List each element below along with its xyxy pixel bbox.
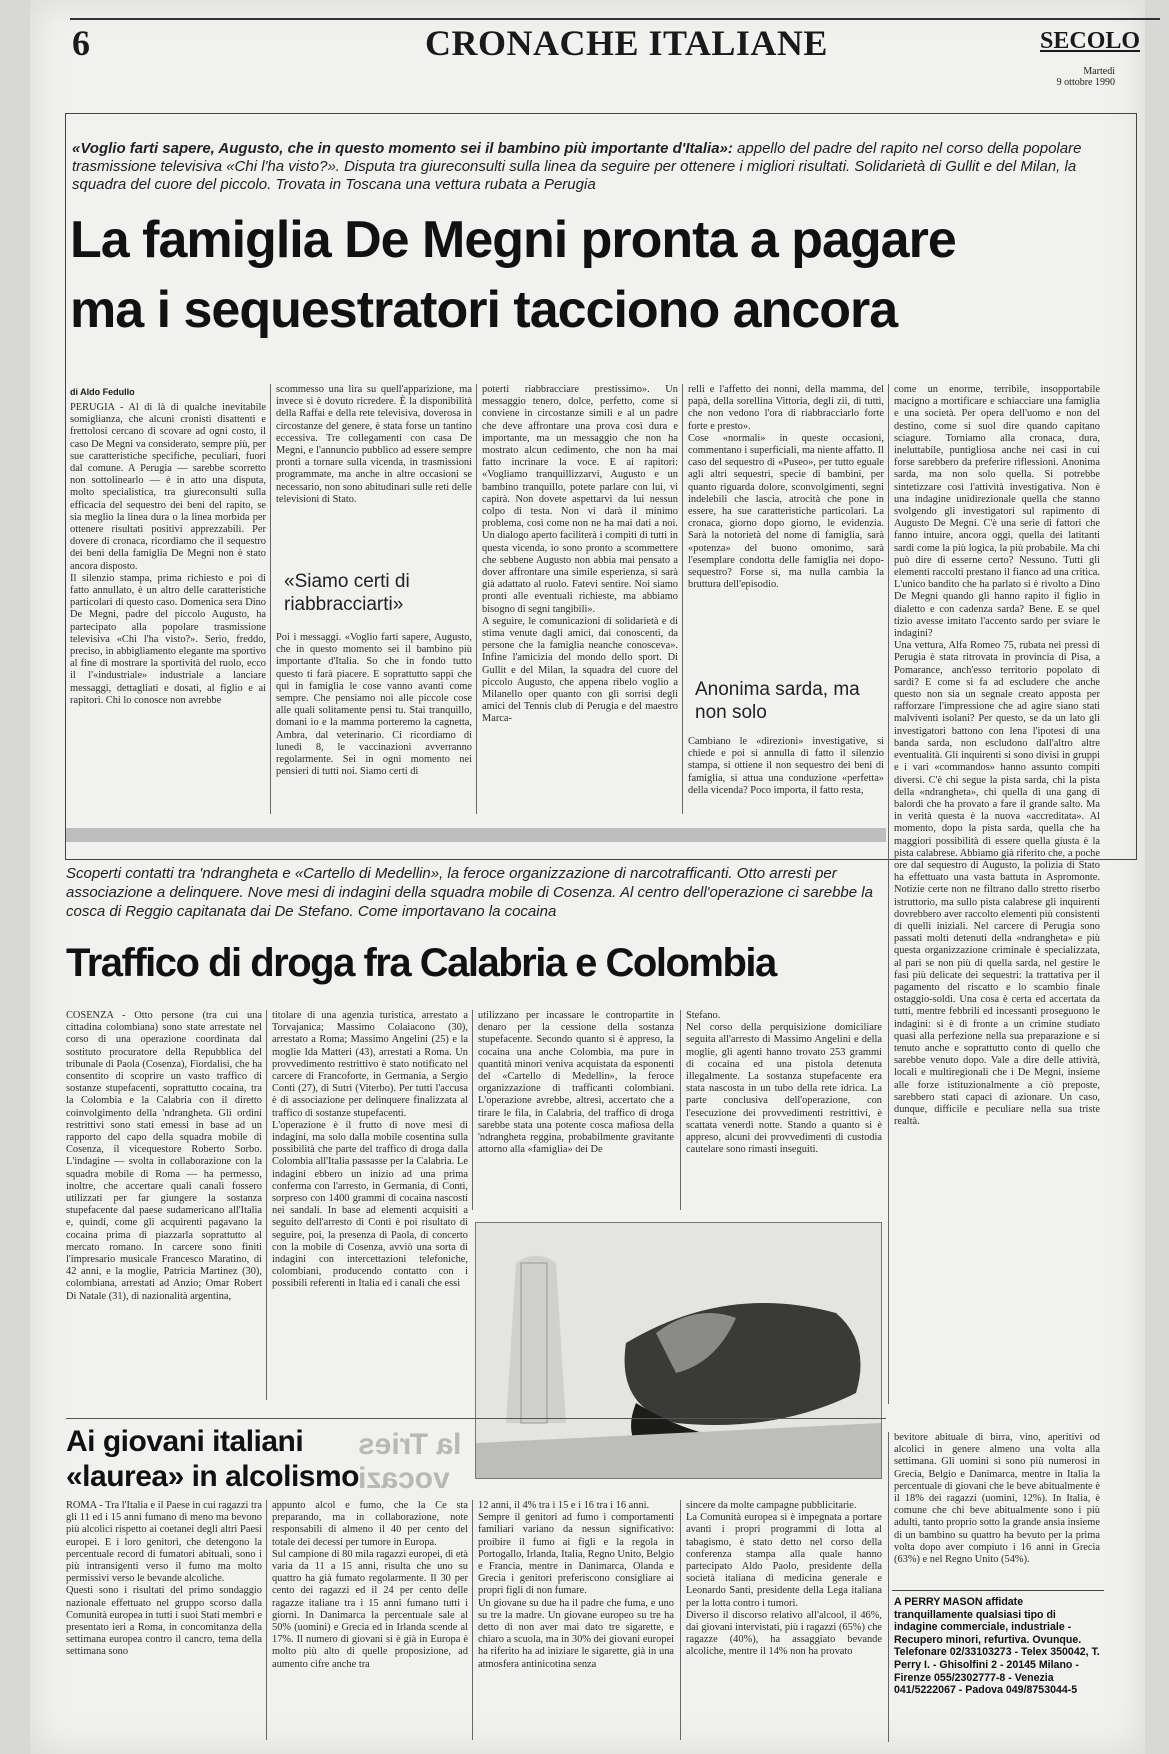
story3-column-4: sincere da molte campagne pubblicitarie. La Comunità europea si è impegnata a portare avanti i propri programmi di lotta al tabagismo, è stato detto nel corso della conferenza stampa alla quale hanno partecipato Aldo Paolo, presidente della società italiana di medicina generale e Leonardo Santi, presidente della Lega italiana per la lotta contro i tumori. Diverso il discorso relativo all'alcool, il 46%, dai giovani intervistati, più i ragazzi (65%) che ragazze (40%), ha assaggiato bevande alcoliche, mentre il 14% non ha provato (686, 1500, 882, 1658)
story1-column-4b: Cambiano le «direzioni» investigative, si chiede e poi si annulla di fatto il silenzio stampa, si ottiene il non sequestro dei beni di famiglia, si attua una conduzione «perfetta» della vicenda? Poco importa, il fatto resta, (688, 736, 884, 796)
story1-headline-line1: La famiglia De Megni pronta a pagare (70, 211, 956, 269)
story3-headline-line2: «laurea» in alcolismo (66, 1460, 359, 1493)
perry-mason-ad: A PERRY MASON affidate tranquillamente qualsiasi tipo di indagine commerciale, industriale - Recupero minori, refurtiva. Ovunque. Telefonare 02/33103273 - Telex 350042, T. Perry I. - Ghisolfini 2 - 20145 Milano - Firenze 055/2302777-8 - Venezia 041/5222067 - Padova 049/8753044-5 (894, 1596, 1100, 1697)
photo-bleed-text: la Tries (358, 1428, 462, 1461)
newspaper-logo: SECOLO (1040, 28, 1141, 54)
column-divider (680, 1010, 681, 1210)
newspaper-page (30, 0, 1145, 1754)
story1-subhead-1: «Siamo certi di riabbracciarti» (284, 571, 410, 615)
story3-column-5: bevitore abituale di birra, vino, aperitivi od alcolici in genere almeno una volta alla settimana. Gli uomini si sono più numerosi in Grecia, Belgio e Danimarca, mentre in Italia la percentuale di giovani che le beve abitualmente è il 18% dei ragazzi (uomini, 12%). In Italia, è comune che chi beve abitualmente sono i più adulti, tanto proprio sotto la grande ansia insieme di un bambino su quattro ha bevuto per la prima volta dopo aver compiuto i 16 anni in Grecia (63%) e nel Regno Unito (54%). (894, 1432, 1100, 1566)
story3-column-3: 12 anni, il 4% tra i 15 e i 16 tra i 16 anni. Sempre il genitori ad fumo i comportamenti familiari variano da nessun significativo: proibire il fumo ai figli e la regola in Portogallo, Irlanda, Italia, Regno Unito, Belgio e Francia, mentre in Danimarca, Olanda e Grecia i genitori preferiscono consigliare ai propri figli di non fumare. Un giovane su due ha il padre che fuma, e uno su tre la madre. Un giovane europeo su tre ha detto di non aver mai dato tre sigarette, e chiaro a scuola, ma in 30% dei giovani europei ha riferito ha ad iniziare le sigarette, già in una atmosfera antinicotina senza (478, 1500, 674, 1670)
story3-headline-line1: Ai giovani italiani (66, 1425, 304, 1458)
column-divider (266, 1010, 267, 1400)
story1-kicker: «Voglio farti sapere, Augusto, che in questo momento sei il bambino più importante d'Italia»: appello del padre del rapito nel corso della popolare trasmissione televisiva «Chi l'ha visto?». Disputa tra giureconsulti sulla linea da seguire per ottenere i migliori risultati. Solidarietà di Gullit e del Milan, la squadra del cuore del piccolo. Trovata in Toscana una vettura rubata a Perugia (72, 140, 1082, 193)
story2-kicker: Scoperti contatti tra 'ndrangheta e «Cartello di Medellin», la feroce organizzazione di narcotrafficanti. Otto arresti per associazione a delinquere. Nove mesi di indagini della squadra mobile di Cosenza. Al centro dell'operazione ci sarebbe la cosca di Reggio capitanata dai De Stefano. Come importavano la cocaina (66, 865, 873, 920)
story2-column-1: COSENZA - Otto persone (tra cui una cittadina colombiana) sono state arrestate nel corso di una operazione coordinata dal sostituto procuratore della Repubblica del tribunale di Paola (Cosenza), Fiordalisi, che ha consentito di scoprire un vasto traffico di sostanze stupefacenti, soprattutto cocaina, tra la Colombia e la Calabria con il diretto coinvolgimento della 'ndrangheta. Gli ordini restrittivi sono stati emessi in base ad un rapporto del capo della squadra mobile di Cosenza, il vicequestore Roberto Sorbo. L'indagine — svolta in collaborazione con la squadra mobile di Roma — ha permesso, inoltre, che accertare quali canali fossero utilizzati per far giungere la sostanza stupefacente dal paese sudamericano all'Italia e, quindi, come gli acquirenti pagavano la cocaina prima di piazzarla soprattutto al mercato romano. In carcere sono finiti l'impresario musicale Francesco Maratino, di 42 anni, e la moglie, Patricia Martinez (30), colombiana, arrestati ad Anzio; Omar Robert Di Natale (31), di nazionalità argentina, (66, 1010, 262, 1302)
story2-column-2: titolare di una agenzia turistica, arrestato a Torvajanica; Massimo Colaiacono (30), arrestato a Roma; Massimo Angelini (25) e la moglie Ida Matteri (43), arrestati a Roma. Un provvedimento restrittivo è stato notificato nel carcere di Francoforte, in Germania, a Sergio Conti (27), di Sutri (Viterbo). Per tutti l'accusa è di associazione per delinquere finalizzata al traffico di sostanze stupefacenti. L'operazione è il frutto di nove mesi di indagini, ma solo dalla mobile cosentina sulla possibilità che parte del traffico di droga dalla Colombia all'Italia passasse per la Calabria. Le indagini ebbero un inizio ad una prima conferma con l'arresto, in Germania, di Conti, sorpreso con 1400 grammi di cocaina nascosti nei sandali. In base ad elementi acquisiti a seguito dell'arresto di Conti è poi risultato di seguire, poi, la presenza di Paola, di concerto con la mobile di Cosenza, avviò una sorta di indagini con intercettazioni telefoniche, colombiani, producendo contatto con i possibili referenti in Italia ed i canali che essi (272, 1010, 468, 1290)
column-divider (270, 384, 271, 814)
section-title: CRONACHE ITALIANE (425, 23, 828, 63)
page-number: 6 (72, 23, 90, 63)
story1-column-1: PERUGIA - Al di là di qualche inevitabile somiglianza, che alcuni cronisti disattenti e frettolosi cercano di scovare ad ogni costo, il caso De Megni va considerato, sempre più, per sue caratteristiche specifiche, peculiari, fuori dal comune. A Perugia — sarebbe scorretto non sottolinearlo — è in atto una disputa, molto specialistica, tra giureconsulti sulla efficacia del sequestro dei beni del rapito, se sia meglio la linea dura o la linea morbida per ottenere risultati positivi apprezzabili. Per dovere di cronaca, ricordiamo che il sequestro dei beni della famiglia De Megni non è stato ancora disposto. Il silenzio stampa, prima richiesto e poi di fatto annullato, è un altro delle caratteristiche particolari di questo caso. Domenica sera Dino De Megni, padre del piccolo Augusto, ha partecipato alla popolare trasmissione televisiva «Chi l'ha visto?». Serio, freddo, preciso, in abbigliamento elegante ma sportivo al fine di mostrare la sportività del ruolo, ecco il l'«industriale» industriale a lanciare messaggi, dettagliati e dosati, al figlio e ai rapitori. Chi lo conosce non avrebbe (70, 402, 266, 706)
section-separator (66, 828, 886, 842)
photo-bleed-text: vocazi (358, 1462, 450, 1495)
story2-column-3: utilizzano per incassare le contropartite in denaro per la cessione della sostanza stupefacente. Secondo quanto si è appreso, la cocaina una anche Colombia, ma pure in quantità minori veniva acquistata da esponenti del «Cartello di Medellin», la feroce organizzazione di trafficanti colombiani. L'operazione avrebbe, altresì, accertato che a tirare le fila, in Calabria, del traffico di droga sarebbe stata una potente cosca mafiosa della 'ndrangheta reggina, probabilmente gravitante attorno alla «famiglia» dei De (478, 1010, 674, 1156)
column-divider (680, 1500, 681, 1740)
column-divider (682, 384, 683, 814)
story1-column-2: scommesso una lira su quell'apparizione, ma invece si è dovuto ricredere. È la disponibilità della Raffai e della rete televisiva, doverosa in circostanze del genere, è stata forse un tantino eccessiva. Tre collegamenti con casa De Megni, e l'annuncio pubblico ad essere sempre pronti a tornare sulla vicenda, in trasmissioni programmate, ma anche in altre occasioni se necessario, non sono abitudinari sulle reti delle televisioni di Stato. (276, 384, 472, 505)
date-weekday: Martedì (1083, 66, 1115, 77)
date-full: 9 ottobre 1990 (1056, 77, 1115, 88)
story3-column-1: ROMA - Tra l'Italia e il Paese in cui ragazzi tra gli 11 ed i 15 anni fumano di meno ma bevono più alcolici rispetto ai coetanei degli altri Paesi europei. E i loro genitori, che detengono la percentuale record di fumatori abituali, sono i più intransigenti verso il fumo ma molto permissivi verso le bevande alcoliche. Questi sono i risultati del primo sondaggio nazionale effettuato nel gruppo scorso dalla Comunità europea in tutti i suoi Stati membri e presentato ieri a Roma, in concomitanza della settimana europea contro il cancro, tema della settimana sono (66, 1500, 262, 1658)
story1-column-5: come un enorme, terribile, insopportabile macigno a mortificare e schiacciare una famiglia e una società. Per opera dell'uomo e non del destino, come si suol dire quando capitano sciagure. Torniamo alla cronaca, dura, ineluttabile, puntigliosa anche nei casi in cui forse sarebbero da preferire riflessioni. Anonima sarda, ma non solo quella. Si potrebbe sintetizzare così l'attività investigativa. Non è una indagine unidirezionale quella che stanno svolgendo gli investigatori sul rapimento di Augusto De Megni. C'è una serie di fattori che fanno intuire, ancora oggi, quella dei latitanti sardi come la più logica, la più probabile. Ma chi può dire di esserne certo? Nessuno. Tutti gli elementi raccolti prestano il fianco ad una critica. L'unico bandito che ha parlato si è rivolto a Dino De Megni quando gli hanno rapito il figlio in dialetto e con cadenza sarda? Bene. E se quel tizio avesse imitato l'accento sardo per sviare le indagini? Una vettura, Alfa Romeo 75, rubata nei pressi di Perugia è stata ritrovata in provincia di Pisa, a Pomarance, anch'esso territorio popolato di sardi? E come si fa ad escludere che anche questo non sia un segnale creato apposta per rafforzare l'impressione che ad agire siano stati malviventi isolani? Per questo, se da un lato gli investigatori battono con lena l'ipotesi di una banda sarda, non escludono dall'altro altre eventualità. Gli inquirenti si sono divisi in gruppi e i vari «commandos» hanno assunto compiti diversi. C'è chi segue la pista sarda, chi la pista della «ndrangheta», chi quella di una gang di balordi che ha provato a fare il grande salto. Ma in verità questa è la nuova «accreditata». Al momento, dopo la pista sarda, quella che ha maggiori possibilità di essere quella giusta è la pista calabrese. Abbiamo già riferito che, a poche ore dal sequestro di Augusto, la polizia di Stato ha effettuato una vasta battuta in Aspromonte. Notizie certe non ne filtrano dallo stretto riserbo istruttorio, ma sullo pista calabrese gli inquirenti dovrebbero aver raccolto elementi più consistenti di quelli iniziali. Nel carcere di Perugia sono passati molti detenuti della «ndrangheta» e più questa organizzazione criminale è specializzata, al pari se non più di quella sarda, nel gestire le fasi più delicate dei sequestri: la trattativa per il pagamento del riscatto e lo scambio finale ostaggio-soldi. Una cosa è certa ed accertata da tutti, mentre febbrili ed incessanti proseguono le indagini: si è di fronte a un crimine studiato quasi alla perfezione nella sua preparazione e si tenuto anche e soprattutto conto di quello che sarebbe venuto dopo. Vale a dire delle attività, locali e multiregionali che i De Megni, insieme alle forze istituzionalmente a ciò preposte, sarebbero stati capaci di azionare. Un caso, dunque, difficile e peculiare nella sua triste realtà. (894, 384, 1100, 1128)
section-rule (66, 1418, 886, 1419)
column-divider (472, 1010, 473, 1210)
story1-headline-line2: ma i sequestratori tacciono ancora (70, 281, 898, 339)
story1-column-3: poterti riabbracciare prestissimo». Un messaggio tenero, dolce, perfetto, come si conviene in circostanze simili e al un padre che deve affrontare una prova così dura e importante, ma un messaggio che non ha mostrato alcun cedimento, che non ha mai fatto incrinare la voce. E ai rapitori: «Vogliamo tranquillizzarvi, Augusto e un bambino tranquillo, potete parlare con lui, vi capirà. Non dovete aspettarvi da lui nessun colpo di testa. Non vi darà il minimo problema, così come non ne ha mai dati a noi. Un dialogo aperto faciliterà i compiti di tutti in questa vicenda, io sono pronto a scommettere che sebbene Augusto non abbia mai pensato a dover affrontare una simile esperienza, si sarà già adattato al ruolo. Fatevi sentire. Noi siamo pronti alle eventuali richieste, ma abbiamo bisogno di segni tangibili». A seguire, le comunicazioni di solidarietà e di stima venute dagli amici, dai conoscenti, da persone che la famiglia neanche conosceva». Infine l'amicizia del mondo dello sport. Di Gullit e del Milan, la squadra del cuore del piccolo Augusto, che appena ribelo voglio a Milanello oper quanto con gli sorrisi degli amici del Tennis club di Perugia e del maestro Marca- (482, 384, 678, 725)
story1-column-4: relli e l'affetto dei nonni, della mamma, del papà, della sorellina Vittoria, degli zii, di tutti, che non vedono l'ora di riabbracciarlo forte forte e presto». Cose «normali» in queste occasioni, commentano i superficiali, ma niente affatto. Il caso del sequestro di «Puseo», per tutto eguale agli altri sequestri, specie di bambini, per quanto riguarda dolore, sconvolgimenti, segni indelebili che lascia, atrocità che pone in essere, ha sue caratteristiche particolari. La cronaca, giorno dopo giorno, le evidenzia. Sarà la notorietà del nome di famiglia, sarà «potenza» del buono omonimo, sarà l'esemplare condotta delle famiglia nei dopo-sequestro? Forse sì, ma nulla cambia la bruttura dell'episodio. (688, 384, 884, 591)
story1-byline: di Aldo Fedullo (70, 387, 135, 397)
news-photo (475, 1222, 882, 1479)
story2-headline: Traffico di droga fra Calabria e Colombia (66, 941, 776, 985)
story2-column-4: Stefano. Nel corso della perquisizione domiciliare seguita all'arresto di Massimo Angelini e della moglie, gli agenti hanno trovato 253 grammi di cocaina ed una pistola detenuta illegalmente. La sostanza stupefacente era stata nascosta in un tubo della rete idrica. La parte conclusiva dell'operazione, con l'esecuzione dei provvedimenti restrittivi, è scattata venerdì notte. Stando a quanto si è appreso, alcuni dei provvedimenti di custodia cautelare sono rimasti inseguiti. (686, 1010, 882, 1156)
photo-illustration (476, 1223, 881, 1478)
story1-column-2b: Poi i messaggi. «Voglio farti sapere, Augusto, che in questo momento sei il bambino più importante d'Italia. So che in fondo tutto questo ti farà piacere. E soprattutto sappi che qui in famiglia le cose vanno avanti come sempre. Che pensiamo noi alle piccole cose alle quali solitamente pensi tu. Stai tranquillo, domani io e la mamma porteremo la cagnetta, Ambra, dal veterinario. Ci ricordiamo di lunedì 8, le vaccinazioni avverranno regolarmente. Sei in ogni momento nei pensieri di tutti noi. Siamo certi di (276, 632, 472, 778)
header-rule (70, 18, 1160, 20)
story1-subhead-2: Anonima sarda, ma non solo (695, 679, 860, 723)
story3-column-2: appunto alcol e fumo, che la Ce sta preparando, ma in collaborazione, note responsabili di almeno il 40 per cento del totale dei decessi per tumore in Europa. Sul campione di 80 mila ragazzi europei, di età varia da 11 a 15 anni, risulta che uno su quattro ha già fumato regolarmente. Il 30 per cento dei ragazzi ed il 24 per cento delle ragazze italiane tra i 15 anni fumano tutti i giorni. In Danimarca la percentuale sale al 50% (uomini) e Grecia ed in Irlanda scende al 17%. Il numero di giovani si è già in Europa è molto più alto di quelle proposizione, ad aumento cifre anche tra (272, 1500, 468, 1670)
ad-rule (892, 1590, 1104, 1591)
column-divider (472, 1500, 473, 1740)
column-divider (476, 384, 477, 814)
column-divider (266, 1500, 267, 1740)
issue-date (1035, 66, 1115, 88)
column-divider (888, 1432, 889, 1742)
column-divider (888, 384, 889, 1404)
